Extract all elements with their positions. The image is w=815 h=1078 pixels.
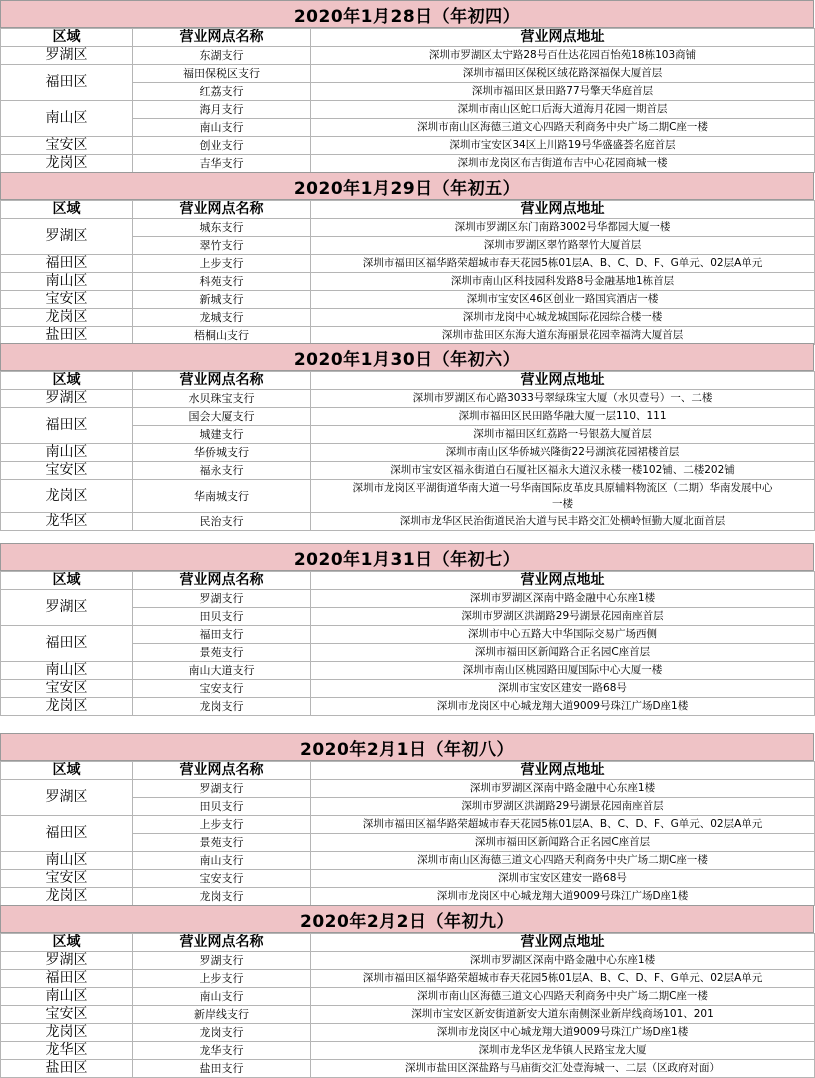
header-address: 营业网点地址 <box>311 29 815 47</box>
date-section <box>0 543 814 716</box>
table-row <box>1 101 815 119</box>
table-row <box>1 327 815 345</box>
branch-name-cell: 福永支行 <box>133 462 311 480</box>
branch-address-cell: 深圳市罗湖区深南中路金融中心东座1楼 <box>311 590 815 608</box>
section-title: 2020年2月2日（年初九） <box>0 905 814 933</box>
table-row <box>1 408 815 426</box>
branch-address-cell: 深圳市福田区新闻路合正名园C座首层 <box>311 644 815 662</box>
branch-name-cell: 盐田支行 <box>133 1060 311 1078</box>
table-row <box>1 952 815 970</box>
region-cell: 宝安区 <box>1 680 133 698</box>
branch-name-cell: 吉华支行 <box>133 155 311 173</box>
header-address: 营业网点地址 <box>311 372 815 390</box>
branch-address-cell: 深圳市福田区保税区绒花路深福保大厦首层 <box>311 65 815 83</box>
header-address: 营业网点地址 <box>311 572 815 590</box>
branch-address-cell: 深圳市福田区福华路荣超城市春天花园5栋01层A、B、C、D、F、G单元、02层A单元 <box>311 255 815 273</box>
branch-address-cell: 深圳市龙岗区布吉街道布吉中心花园商城一楼 <box>311 155 815 173</box>
table-row <box>1 680 815 698</box>
table-row <box>1 273 815 291</box>
date-section <box>0 172 814 345</box>
table-row <box>1 390 815 408</box>
branch-address-cell: 深圳市南山区桃园路田厦国际中心大厦一楼 <box>311 662 815 680</box>
region-cell: 福田区 <box>1 65 133 101</box>
branch-address-cell: 深圳市龙岗中心城龙城国际花园综合楼一楼 <box>311 309 815 327</box>
table-row <box>1 1024 815 1042</box>
table-row <box>1 626 815 644</box>
branch-name-cell: 民治支行 <box>133 513 311 531</box>
table-row <box>1 309 815 327</box>
branch-name-cell: 新岸线支行 <box>133 1006 311 1024</box>
table-row <box>1 698 815 716</box>
region-cell: 南山区 <box>1 852 133 870</box>
header-branch: 营业网点名称 <box>133 29 311 47</box>
branch-name-cell: 龙城支行 <box>133 309 311 327</box>
header-row <box>1 372 815 390</box>
branch-name-cell: 景苑支行 <box>133 834 311 852</box>
region-cell: 福田区 <box>1 626 133 662</box>
branch-name-cell: 新城支行 <box>133 291 311 309</box>
header-row <box>1 934 815 952</box>
table-row <box>1 155 815 173</box>
branch-address-cell: 深圳市中心五路大中华国际交易广场西侧 <box>311 626 815 644</box>
branch-address-cell: 深圳市罗湖区翠竹路翠竹大厦首层 <box>311 237 815 255</box>
header-row <box>1 762 815 780</box>
branch-address-cell: 深圳市南山区海德三道文心四路天利商务中央广场二期C座一楼 <box>311 988 815 1006</box>
table-row <box>1 852 815 870</box>
branch-name-cell: 田贝支行 <box>133 798 311 816</box>
table-row <box>1 970 815 988</box>
branch-address-cell: 深圳市南山区蛇口后海大道海月花园一期首层 <box>311 101 815 119</box>
region-cell: 盐田区 <box>1 327 133 345</box>
branch-address-cell: 深圳市南山区海德三道文心四路天利商务中央广场二期C座一楼 <box>311 119 815 137</box>
branch-address-cell: 深圳市福田区福华路荣超城市春天花园5栋01层A、B、C、D、F、G单元、02层A单元 <box>311 970 815 988</box>
branch-name-cell: 宝安支行 <box>133 870 311 888</box>
branch-name-cell: 创业支行 <box>133 137 311 155</box>
table-row <box>1 513 815 531</box>
branch-name-cell: 梧桐山支行 <box>133 327 311 345</box>
branch-address-cell: 深圳市罗湖区洪湖路29号湖景花园南座首层 <box>311 798 815 816</box>
branch-name-cell: 福田支行 <box>133 626 311 644</box>
region-cell: 罗湖区 <box>1 780 133 816</box>
table-row <box>1 255 815 273</box>
branch-name-cell: 龙岗支行 <box>133 888 311 906</box>
header-branch: 营业网点名称 <box>133 201 311 219</box>
header-region: 区域 <box>1 762 133 780</box>
branch-name-cell: 红荔支行 <box>133 83 311 101</box>
branch-address-cell: 深圳市龙岗区中心城龙翔大道9009号珠江广场D座1楼 <box>311 698 815 716</box>
branch-table <box>0 933 815 1078</box>
table-row <box>1 1006 815 1024</box>
header-region: 区域 <box>1 372 133 390</box>
branch-name-cell: 科苑支行 <box>133 273 311 291</box>
header-address: 营业网点地址 <box>311 201 815 219</box>
section-title: 2020年1月29日（年初五） <box>0 172 814 200</box>
branch-name-cell: 水贝珠宝支行 <box>133 390 311 408</box>
region-cell: 罗湖区 <box>1 219 133 255</box>
date-section <box>0 0 814 173</box>
header-branch: 营业网点名称 <box>133 934 311 952</box>
branch-address-cell: 深圳市龙岗区平湖街道华南大道一号华南国际皮革皮具原辅料物流区（二期）华南发展中心一楼 <box>311 480 815 513</box>
branch-name-cell: 龙岗支行 <box>133 698 311 716</box>
header-address: 营业网点地址 <box>311 934 815 952</box>
table-row <box>1 291 815 309</box>
region-cell: 宝安区 <box>1 870 133 888</box>
branch-table <box>0 28 815 173</box>
section-title: 2020年1月31日（年初七） <box>0 543 814 571</box>
branch-address-cell: 深圳市龙岗区中心城龙翔大道9009号珠江广场D座1楼 <box>311 1024 815 1042</box>
header-region: 区域 <box>1 29 133 47</box>
branch-name-cell: 宝安支行 <box>133 680 311 698</box>
branch-address-cell: 深圳市龙岗区中心城龙翔大道9009号珠江广场D座1楼 <box>311 888 815 906</box>
region-cell: 宝安区 <box>1 137 133 155</box>
branch-name-cell: 罗湖支行 <box>133 780 311 798</box>
table-row <box>1 444 815 462</box>
table-row <box>1 462 815 480</box>
table-row <box>1 65 815 83</box>
region-cell: 龙岗区 <box>1 1024 133 1042</box>
branch-name-cell: 罗湖支行 <box>133 952 311 970</box>
region-cell: 龙华区 <box>1 513 133 531</box>
branch-address-cell: 深圳市罗湖区深南中路金融中心东座1楼 <box>311 780 815 798</box>
branch-address-cell: 深圳市罗湖区布心路3033号翠绿珠宝大厦（水贝壹号）一、二楼 <box>311 390 815 408</box>
header-branch: 营业网点名称 <box>133 762 311 780</box>
region-cell: 福田区 <box>1 816 133 852</box>
header-address: 营业网点地址 <box>311 762 815 780</box>
branch-address-cell: 深圳市福田区景田路77号擎天华庭首层 <box>311 83 815 101</box>
region-cell: 龙岗区 <box>1 480 133 513</box>
header-region: 区域 <box>1 934 133 952</box>
branch-name-cell: 景苑支行 <box>133 644 311 662</box>
region-cell: 福田区 <box>1 408 133 444</box>
branch-table <box>0 761 815 906</box>
branch-address-cell: 深圳市宝安区建安一路68号 <box>311 680 815 698</box>
branch-address-cell: 深圳市盐田区深盐路与马庙街交汇处壹海城一、二层（区政府对面） <box>311 1060 815 1078</box>
region-cell: 宝安区 <box>1 291 133 309</box>
branch-address-cell: 深圳市南山区科技园科发路8号金融基地1栋首层 <box>311 273 815 291</box>
header-row <box>1 572 815 590</box>
region-cell: 福田区 <box>1 970 133 988</box>
branch-name-cell: 华南城支行 <box>133 480 311 513</box>
branch-name-cell: 田贝支行 <box>133 608 311 626</box>
table-row <box>1 870 815 888</box>
table-row <box>1 1042 815 1060</box>
branch-address-cell: 深圳市罗湖区东门南路3002号华都园大厦一楼 <box>311 219 815 237</box>
branch-table <box>0 371 815 531</box>
region-cell: 南山区 <box>1 101 133 137</box>
branch-name-cell: 上步支行 <box>133 970 311 988</box>
branch-address-cell: 深圳市南山区海德三道文心四路天利商务中央广场二期C座一楼 <box>311 852 815 870</box>
region-cell: 福田区 <box>1 255 133 273</box>
branch-address-cell: 深圳市宝安区福永街道白石厦社区福永大道汉永楼一楼102铺、二楼202铺 <box>311 462 815 480</box>
region-cell: 龙岗区 <box>1 698 133 716</box>
table-row <box>1 1060 815 1078</box>
table-row <box>1 988 815 1006</box>
branch-name-cell: 东湖支行 <box>133 47 311 65</box>
branch-name-cell: 上步支行 <box>133 816 311 834</box>
branch-address-cell: 深圳市福田区新闻路合正名园C座首层 <box>311 834 815 852</box>
branch-address-cell: 深圳市龙华区民治街道民治大道与民丰路交汇处横岭恒勤大厦北面首层 <box>311 513 815 531</box>
region-cell: 宝安区 <box>1 462 133 480</box>
branch-address-cell: 深圳市福田区红荔路一号银荔大厦首层 <box>311 426 815 444</box>
branch-table <box>0 571 815 716</box>
region-cell: 罗湖区 <box>1 47 133 65</box>
header-branch: 营业网点名称 <box>133 372 311 390</box>
region-cell: 南山区 <box>1 273 133 291</box>
branch-address-cell: 深圳市盐田区东海大道东海丽景花园幸福湾大厦首层 <box>311 327 815 345</box>
branch-name-cell: 城建支行 <box>133 426 311 444</box>
table-row <box>1 816 815 834</box>
branch-name-cell: 国会大厦支行 <box>133 408 311 426</box>
table-row <box>1 780 815 798</box>
region-cell: 盐田区 <box>1 1060 133 1078</box>
branch-name-cell: 海月支行 <box>133 101 311 119</box>
region-cell: 罗湖区 <box>1 952 133 970</box>
branch-name-cell: 上步支行 <box>133 255 311 273</box>
region-cell: 龙岗区 <box>1 888 133 906</box>
table-row <box>1 888 815 906</box>
header-row <box>1 29 815 47</box>
date-section <box>0 733 814 906</box>
table-row <box>1 662 815 680</box>
branch-address-cell: 深圳市福田区福华路荣超城市春天花园5栋01层A、B、C、D、F、G单元、02层A单元 <box>311 816 815 834</box>
region-cell: 宝安区 <box>1 1006 133 1024</box>
branch-name-cell: 龙华支行 <box>133 1042 311 1060</box>
branch-name-cell: 南山大道支行 <box>133 662 311 680</box>
table-row <box>1 137 815 155</box>
branch-name-cell: 华侨城支行 <box>133 444 311 462</box>
branch-address-cell: 深圳市罗湖区洪湖路29号湖景花园南座首层 <box>311 608 815 626</box>
branch-address-cell: 深圳市龙华区龙华镇人民路宝龙大厦 <box>311 1042 815 1060</box>
header-row <box>1 201 815 219</box>
branch-address-cell: 深圳市罗湖区太宁路28号百仕达花园百怡苑18栋103商铺 <box>311 47 815 65</box>
branch-address-cell: 深圳市宝安区建安一路68号 <box>311 870 815 888</box>
branch-name-cell: 城东支行 <box>133 219 311 237</box>
branch-address-cell: 深圳市福田区民田路华融大厦一层110、111 <box>311 408 815 426</box>
section-title: 2020年2月1日（年初八） <box>0 733 814 761</box>
branch-name-cell: 罗湖支行 <box>133 590 311 608</box>
branch-name-cell: 南山支行 <box>133 988 311 1006</box>
table-row <box>1 47 815 65</box>
region-cell: 罗湖区 <box>1 390 133 408</box>
header-branch: 营业网点名称 <box>133 572 311 590</box>
branch-address-cell: 深圳市宝安区新安街道新安大道东南侧深业新岸线商场101、201 <box>311 1006 815 1024</box>
table-row <box>1 590 815 608</box>
region-cell: 龙岗区 <box>1 155 133 173</box>
section-title: 2020年1月28日（年初四） <box>0 0 814 28</box>
branch-address-cell: 深圳市宝安区34区上川路19号华盛盛荟名庭首层 <box>311 137 815 155</box>
branch-name-cell: 翠竹支行 <box>133 237 311 255</box>
table-row <box>1 480 815 513</box>
region-cell: 罗湖区 <box>1 590 133 626</box>
date-section <box>0 905 814 1078</box>
region-cell: 南山区 <box>1 444 133 462</box>
region-cell: 南山区 <box>1 988 133 1006</box>
branch-table <box>0 200 815 345</box>
branch-name-cell: 南山支行 <box>133 852 311 870</box>
branch-name-cell: 南山支行 <box>133 119 311 137</box>
section-title: 2020年1月30日（年初六） <box>0 343 814 371</box>
header-region: 区域 <box>1 572 133 590</box>
date-section <box>0 343 814 531</box>
branch-name-cell: 福田保税区支行 <box>133 65 311 83</box>
branch-address-cell: 深圳市南山区华侨城兴隆街22号湖滨花园裙楼首层 <box>311 444 815 462</box>
region-cell: 龙华区 <box>1 1042 133 1060</box>
header-region: 区域 <box>1 201 133 219</box>
branch-name-cell: 龙岗支行 <box>133 1024 311 1042</box>
region-cell: 南山区 <box>1 662 133 680</box>
branch-address-cell: 深圳市罗湖区深南中路金融中心东座1楼 <box>311 952 815 970</box>
branch-address-cell: 深圳市宝安区46区创业一路国宾酒店一楼 <box>311 291 815 309</box>
region-cell: 龙岗区 <box>1 309 133 327</box>
table-row <box>1 219 815 237</box>
